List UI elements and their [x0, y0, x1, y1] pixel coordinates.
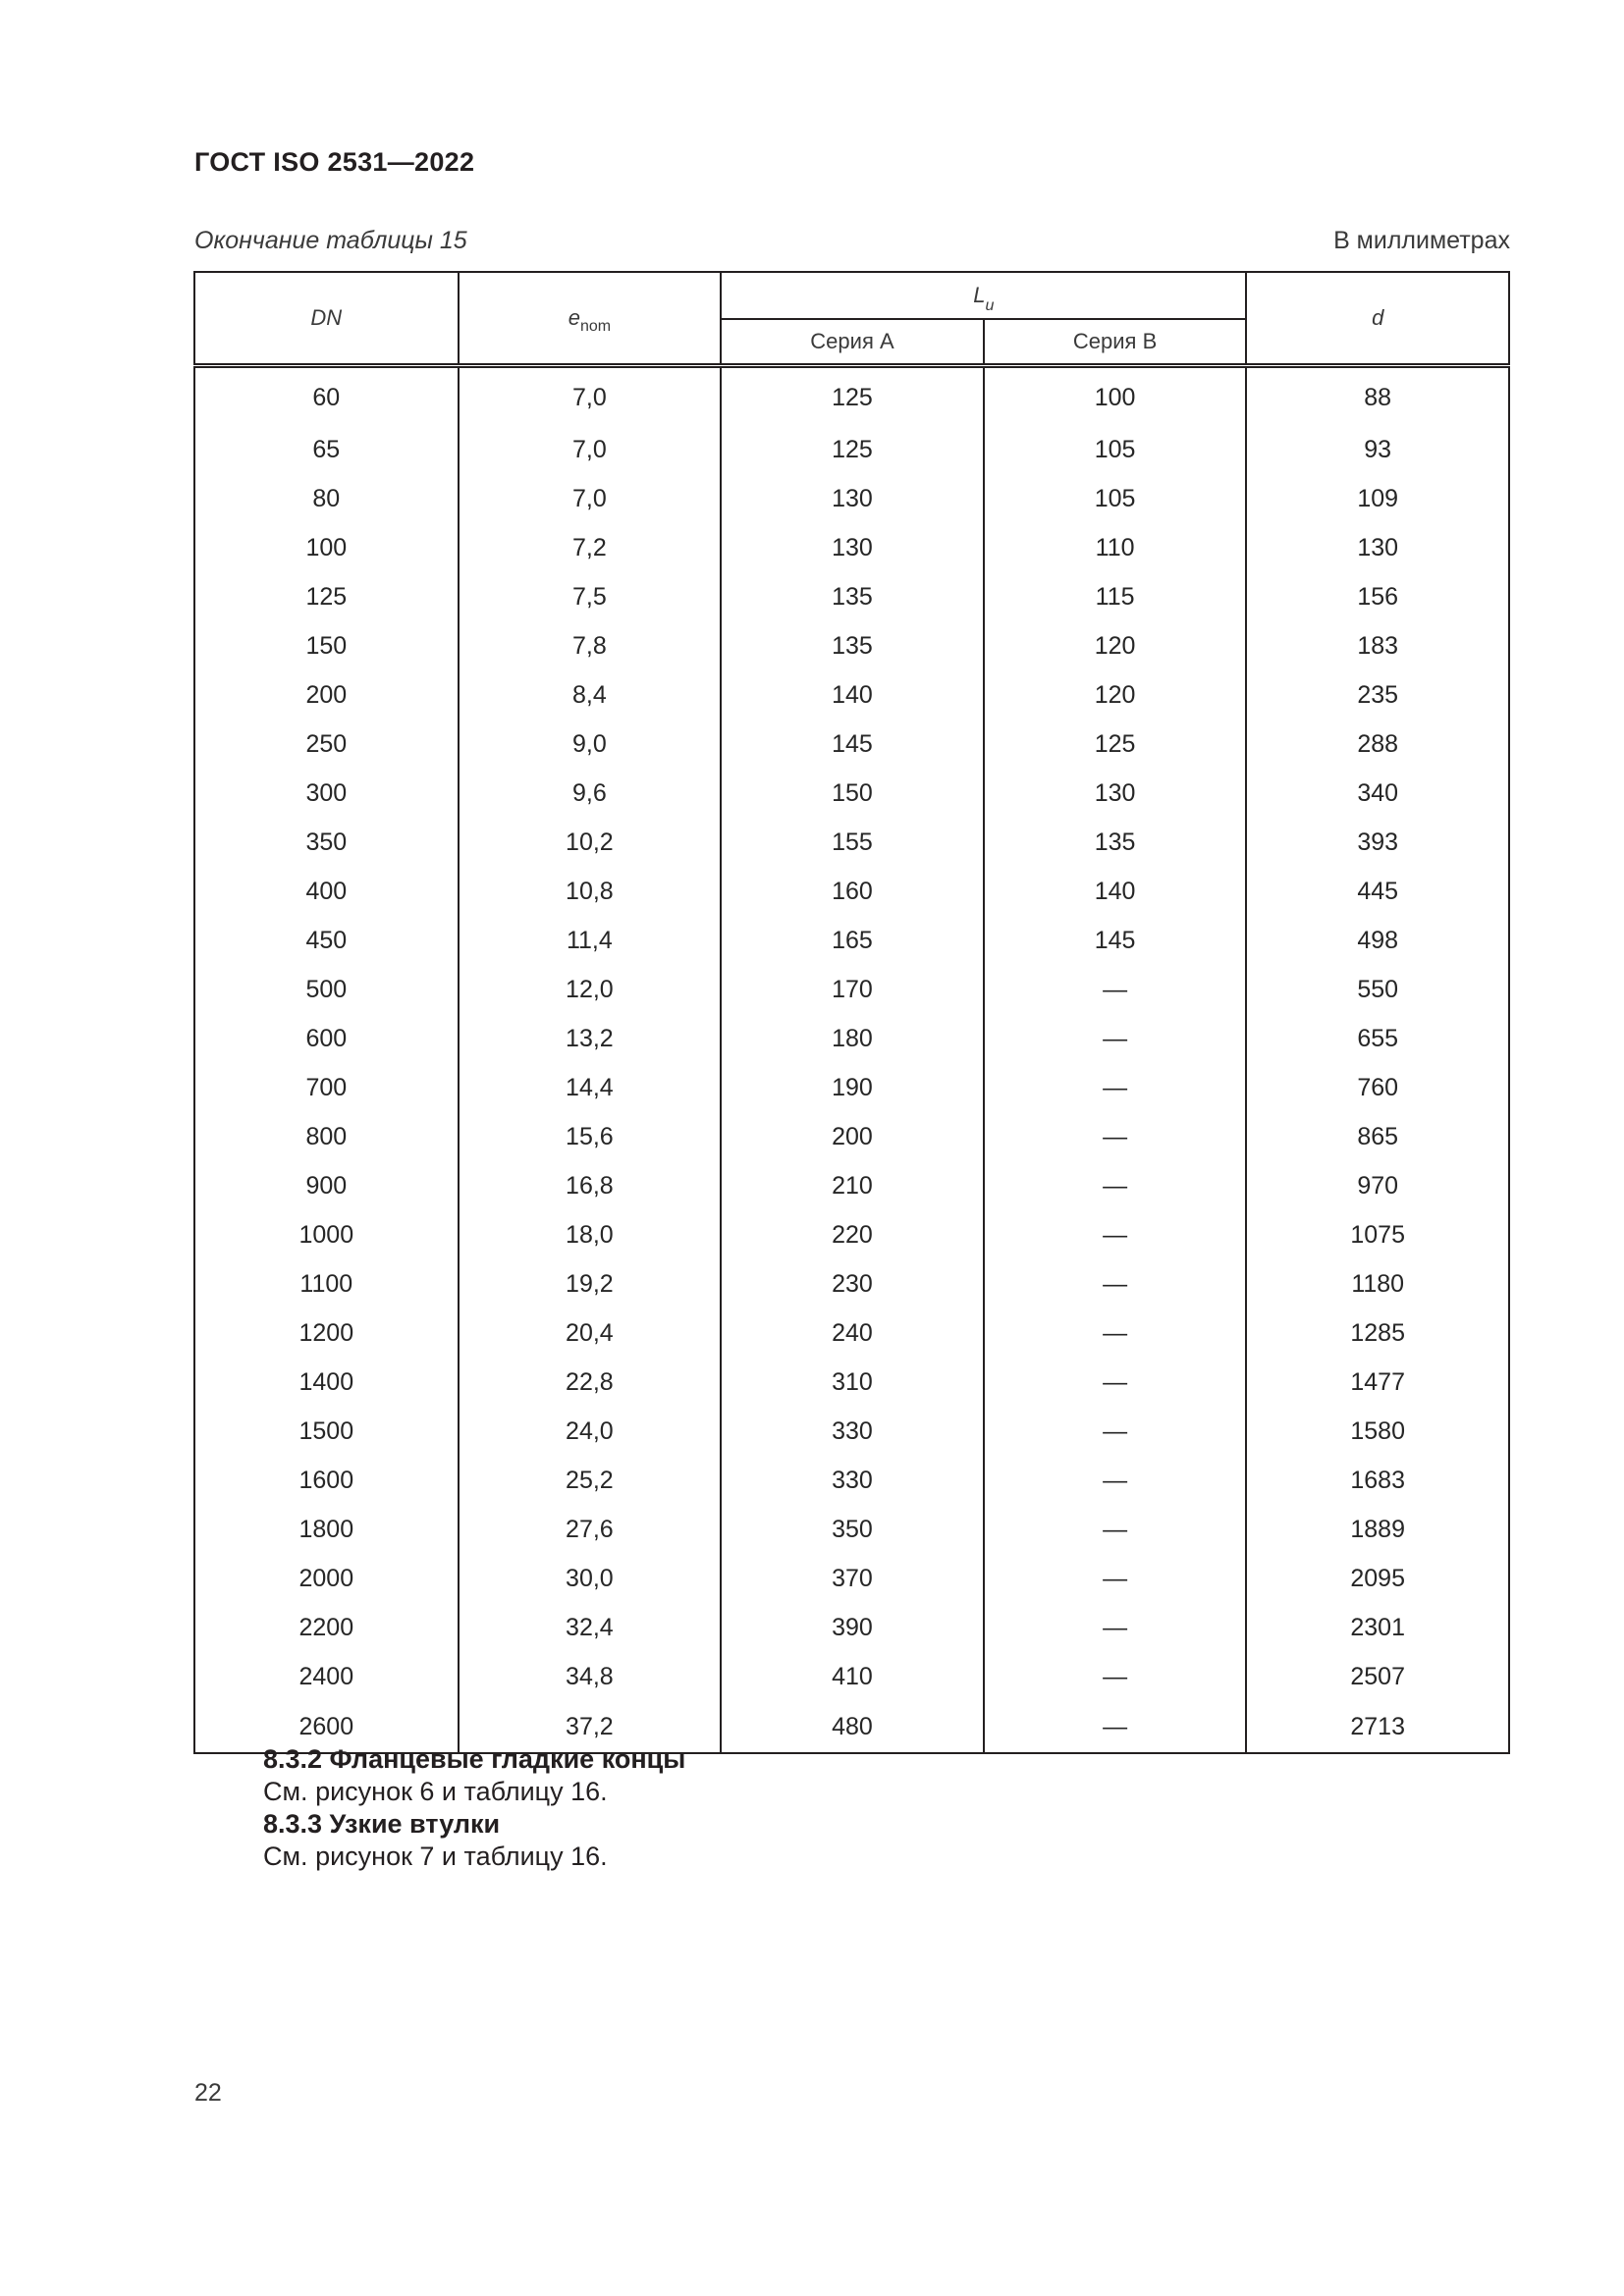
cell-e-nom: 25,2	[459, 1456, 722, 1505]
cell-dn: 2000	[194, 1554, 459, 1603]
cell-lu-series-a: 220	[721, 1210, 984, 1259]
cell-lu-series-a: 130	[721, 474, 984, 523]
cell-e-nom: 20,4	[459, 1308, 722, 1358]
document-header: ГОСТ ISO 2531—2022	[194, 147, 475, 177]
cell-d: 550	[1246, 965, 1509, 1014]
cell-dn: 1000	[194, 1210, 459, 1259]
cell-lu-series-a: 480	[721, 1701, 984, 1753]
section-heading: 8.3.2 Фланцевые гладкие концы	[263, 1744, 686, 1774]
cell-lu-series-a: 125	[721, 425, 984, 474]
cell-e-nom: 7,0	[459, 425, 722, 474]
cell-d: 2507	[1246, 1652, 1509, 1701]
table-row	[194, 818, 1509, 867]
cell-dn: 1200	[194, 1308, 459, 1358]
cell-lu-series-b: 100	[984, 366, 1247, 426]
cell-dn: 60	[194, 366, 459, 426]
table-row	[194, 1505, 1509, 1554]
section-text: См. рисунок 6 и таблицу 16.	[263, 1777, 608, 1806]
table-row	[194, 1210, 1509, 1259]
cell-dn: 450	[194, 916, 459, 965]
cell-d: 498	[1246, 916, 1509, 965]
cell-d: 88	[1246, 366, 1509, 426]
cell-lu-series-b: 125	[984, 720, 1247, 769]
table-body	[194, 366, 1509, 1754]
header-e-nom: $e_{nom}$	[459, 272, 722, 366]
cell-lu-series-a: 410	[721, 1652, 984, 1701]
cell-d: 156	[1246, 572, 1509, 621]
cell-d: 288	[1246, 720, 1509, 769]
table-row	[194, 1112, 1509, 1161]
cell-lu-series-b: —	[984, 965, 1247, 1014]
cell-d: 1285	[1246, 1308, 1509, 1358]
cell-lu-series-a: 310	[721, 1358, 984, 1407]
cell-lu-series-a: 170	[721, 965, 984, 1014]
cell-dn: 1600	[194, 1456, 459, 1505]
cell-d: 1580	[1246, 1407, 1509, 1456]
cell-dn: 150	[194, 621, 459, 670]
cell-d: 2713	[1246, 1701, 1509, 1753]
table-row	[194, 1259, 1509, 1308]
cell-lu-series-b: —	[984, 1112, 1247, 1161]
cell-lu-series-a: 135	[721, 621, 984, 670]
cell-d: 235	[1246, 670, 1509, 720]
cell-d: 340	[1246, 769, 1509, 818]
table-row	[194, 916, 1509, 965]
cell-lu-series-b: —	[984, 1358, 1247, 1407]
cell-d: 865	[1246, 1112, 1509, 1161]
cell-e-nom: 7,5	[459, 572, 722, 621]
cell-dn: 350	[194, 818, 459, 867]
table-row	[194, 1456, 1509, 1505]
cell-e-nom: 7,8	[459, 621, 722, 670]
table-row	[194, 1407, 1509, 1456]
cell-lu-series-b: —	[984, 1308, 1247, 1358]
cell-e-nom: 19,2	[459, 1259, 722, 1308]
cell-dn: 1800	[194, 1505, 459, 1554]
units-caption: В миллиметрах	[1333, 227, 1510, 254]
cell-e-nom: 18,0	[459, 1210, 722, 1259]
cell-lu-series-b: —	[984, 1210, 1247, 1259]
cell-d: 1477	[1246, 1358, 1509, 1407]
cell-lu-series-b: —	[984, 1505, 1247, 1554]
cell-d: 655	[1246, 1014, 1509, 1063]
cell-d: 1180	[1246, 1259, 1509, 1308]
cell-e-nom: 14,4	[459, 1063, 722, 1112]
cell-dn: 2200	[194, 1603, 459, 1652]
cell-e-nom: 9,0	[459, 720, 722, 769]
cell-lu-series-b: —	[984, 1701, 1247, 1753]
cell-dn: 2600	[194, 1701, 459, 1753]
cell-lu-series-a: 370	[721, 1554, 984, 1603]
cell-e-nom: 10,2	[459, 818, 722, 867]
cell-e-nom: 7,2	[459, 523, 722, 572]
cell-dn: 1400	[194, 1358, 459, 1407]
cell-d: 970	[1246, 1161, 1509, 1210]
cell-lu-series-a: 160	[721, 867, 984, 916]
table-row	[194, 572, 1509, 621]
cell-d: 1075	[1246, 1210, 1509, 1259]
cell-lu-series-b: —	[984, 1014, 1247, 1063]
cell-e-nom: 32,4	[459, 1603, 722, 1652]
cell-dn: 200	[194, 670, 459, 720]
cell-d: 2095	[1246, 1554, 1509, 1603]
cell-lu-series-b: —	[984, 1456, 1247, 1505]
cell-d: 93	[1246, 425, 1509, 474]
table-row	[194, 425, 1509, 474]
header-series-b: Серия В	[984, 319, 1247, 366]
cell-lu-series-b: 110	[984, 523, 1247, 572]
header-d: d	[1246, 272, 1509, 366]
cell-lu-series-b: 130	[984, 769, 1247, 818]
cell-e-nom: 16,8	[459, 1161, 722, 1210]
cell-d: 183	[1246, 621, 1509, 670]
cell-lu-series-a: 200	[721, 1112, 984, 1161]
cell-lu-series-b: —	[984, 1259, 1247, 1308]
cell-lu-series-a: 350	[721, 1505, 984, 1554]
cell-lu-series-b: 135	[984, 818, 1247, 867]
cell-dn: 125	[194, 572, 459, 621]
cell-lu-series-a: 125	[721, 366, 984, 426]
table-row	[194, 1063, 1509, 1112]
cell-lu-series-b: 115	[984, 572, 1247, 621]
cell-lu-series-a: 165	[721, 916, 984, 965]
table-row	[194, 720, 1509, 769]
table-row	[194, 670, 1509, 720]
dimensions-table	[193, 271, 1510, 1754]
cell-e-nom: 13,2	[459, 1014, 722, 1063]
cell-lu-series-a: 210	[721, 1161, 984, 1210]
header-dn: DN	[194, 272, 459, 366]
cell-e-nom: 10,8	[459, 867, 722, 916]
cell-lu-series-a: 145	[721, 720, 984, 769]
cell-lu-series-b: —	[984, 1161, 1247, 1210]
cell-d: 1683	[1246, 1456, 1509, 1505]
cell-lu-series-b: —	[984, 1652, 1247, 1701]
cell-e-nom: 12,0	[459, 965, 722, 1014]
cell-d: 130	[1246, 523, 1509, 572]
cell-dn: 250	[194, 720, 459, 769]
cell-dn: 600	[194, 1014, 459, 1063]
cell-lu-series-a: 130	[721, 523, 984, 572]
cell-dn: 2400	[194, 1652, 459, 1701]
cell-dn: 300	[194, 769, 459, 818]
section-text: См. рисунок 7 и таблицу 16.	[263, 1842, 608, 1871]
cell-dn: 1500	[194, 1407, 459, 1456]
table-row	[194, 1603, 1509, 1652]
cell-e-nom: 27,6	[459, 1505, 722, 1554]
cell-d: 109	[1246, 474, 1509, 523]
cell-lu-series-a: 150	[721, 769, 984, 818]
cell-e-nom: 9,6	[459, 769, 722, 818]
table-row	[194, 1554, 1509, 1603]
header-series-a: Серия А	[721, 319, 984, 366]
table-row	[194, 1161, 1509, 1210]
cell-e-nom: 7,0	[459, 474, 722, 523]
cell-lu-series-b: 140	[984, 867, 1247, 916]
cell-lu-series-b: —	[984, 1407, 1247, 1456]
cell-lu-series-a: 180	[721, 1014, 984, 1063]
table-row	[194, 1652, 1509, 1701]
cell-e-nom: 30,0	[459, 1554, 722, 1603]
cell-lu-series-a: 140	[721, 670, 984, 720]
table-row	[194, 1014, 1509, 1063]
cell-lu-series-a: 240	[721, 1308, 984, 1358]
cell-lu-series-b: 145	[984, 916, 1247, 965]
cell-d: 1889	[1246, 1505, 1509, 1554]
table-row	[194, 621, 1509, 670]
cell-lu-series-b: —	[984, 1063, 1247, 1112]
page-number: 22	[194, 2079, 222, 2107]
cell-lu-series-a: 190	[721, 1063, 984, 1112]
cell-e-nom: 11,4	[459, 916, 722, 965]
cell-lu-series-a: 330	[721, 1407, 984, 1456]
header-lu: $L_u$	[721, 272, 1246, 319]
cell-dn: 900	[194, 1161, 459, 1210]
cell-dn: 1100	[194, 1259, 459, 1308]
cell-d: 760	[1246, 1063, 1509, 1112]
cell-dn: 400	[194, 867, 459, 916]
cell-lu-series-a: 135	[721, 572, 984, 621]
cell-lu-series-b: 120	[984, 670, 1247, 720]
table-row	[194, 474, 1509, 523]
cell-e-nom: 7,0	[459, 366, 722, 426]
cell-lu-series-a: 330	[721, 1456, 984, 1505]
cell-lu-series-a: 230	[721, 1259, 984, 1308]
cell-e-nom: 37,2	[459, 1701, 722, 1753]
cell-dn: 100	[194, 523, 459, 572]
cell-d: 445	[1246, 867, 1509, 916]
table-row	[194, 523, 1509, 572]
cell-e-nom: 15,6	[459, 1112, 722, 1161]
cell-dn: 800	[194, 1112, 459, 1161]
cell-lu-series-a: 390	[721, 1603, 984, 1652]
cell-lu-series-b: —	[984, 1603, 1247, 1652]
cell-d: 2301	[1246, 1603, 1509, 1652]
cell-e-nom: 24,0	[459, 1407, 722, 1456]
cell-dn: 80	[194, 474, 459, 523]
cell-e-nom: 34,8	[459, 1652, 722, 1701]
cell-lu-series-a: 155	[721, 818, 984, 867]
table-row	[194, 1308, 1509, 1358]
cell-lu-series-b: 105	[984, 474, 1247, 523]
cell-e-nom: 8,4	[459, 670, 722, 720]
cell-lu-series-b: —	[984, 1554, 1247, 1603]
section-heading: 8.3.3 Узкие втулки	[263, 1809, 501, 1839]
table-caption: Окончание таблицы 15	[194, 227, 467, 254]
table-row	[194, 769, 1509, 818]
cell-lu-series-b: 120	[984, 621, 1247, 670]
cell-dn: 700	[194, 1063, 459, 1112]
table-row	[194, 867, 1509, 916]
cell-lu-series-b: 105	[984, 425, 1247, 474]
cell-e-nom: 22,8	[459, 1358, 722, 1407]
table-row	[194, 965, 1509, 1014]
cell-dn: 500	[194, 965, 459, 1014]
cell-d: 393	[1246, 818, 1509, 867]
cell-dn: 65	[194, 425, 459, 474]
table-row	[194, 366, 1509, 426]
table-row	[194, 1358, 1509, 1407]
